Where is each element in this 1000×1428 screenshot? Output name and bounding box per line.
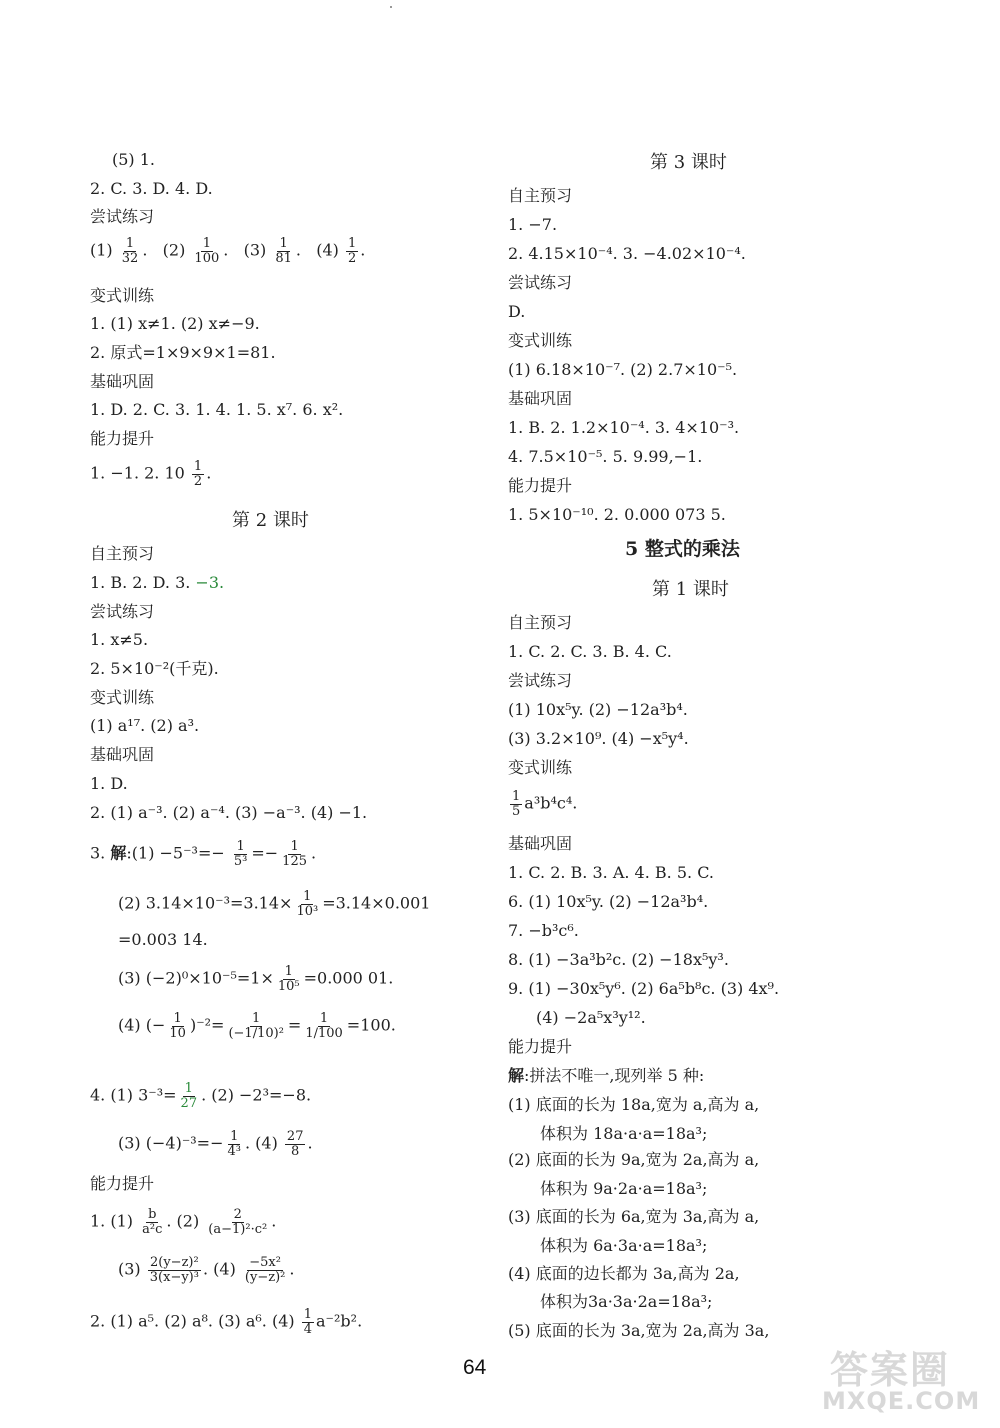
answer-line: (5) 1.	[112, 150, 156, 169]
fraction: $\frac{1}{5}$	[512, 789, 521, 819]
fraction: $\frac{1}{2}$	[348, 236, 357, 266]
answer-line: (5) 底面的长为 3a,宽为 2a,高为 3a,	[508, 1321, 770, 1340]
answer-line: 4. (1) 3⁻³= $\frac{1}{27}$ . (2) −2³=−8.	[90, 1081, 312, 1111]
fraction: $\frac{1}{2}$	[193, 459, 203, 489]
answer-line: 1. B. 2. 1.2×10⁻⁴. 3. 4×10⁻³.	[508, 418, 740, 437]
answer-line: 1. −7.	[508, 215, 558, 234]
scan-dot	[390, 6, 392, 8]
fraction: $\frac{1}{100}$	[194, 236, 220, 266]
answer-line: (3) (−2)⁰×10⁻⁵=1× $\frac{1}{\text{10⁵}}$ =0.000 01.	[118, 964, 394, 994]
answer-line: (4) (− $\frac{1}{10}$ )⁻²= $\frac{1}{\text{(−1/10)²}}$ = $\frac{1}{1/100}$ =100.	[118, 1011, 396, 1041]
answer-line: (4) 底面的边长都为 3a,高为 2a,	[508, 1264, 740, 1283]
answer-line: 2. 4.15×10⁻⁴. 3. −4.02×10⁻⁴.	[508, 244, 746, 263]
answer-line: 2. (1) a⁻³. (2) a⁻⁴. (3) −a⁻³. (4) −1.	[90, 803, 368, 822]
answer-line: (1) 6.18×10⁻⁷. (2) 2.7×10⁻⁵.	[508, 360, 738, 379]
answer-line: 3. 解:(1) −5⁻³=− $\frac{1}{\text{5³}}$ =− $\frac{1}{125}$ .	[90, 839, 317, 869]
answer-line: (1) 底面的长为 18a,宽为 a,高为 a,	[508, 1095, 760, 1114]
subheading-ability: 能力提升	[90, 429, 155, 448]
subheading-try: 尝试练习	[508, 671, 573, 690]
answer-line: 解:拼法不唯一,现列举 5 种:	[508, 1066, 705, 1085]
subheading-preview: 自主预习	[90, 544, 155, 563]
answer-line: 1. −1. 2. 10 $\frac{1}{2}$ .	[90, 459, 212, 489]
subheading-basic: 基础巩固	[90, 745, 155, 764]
fraction: $\frac{1}{125}$	[282, 839, 307, 869]
watermark-text: 答案圈	[830, 1348, 951, 1392]
answer-line: 1. B. 2. D. 3. −3.	[90, 573, 225, 592]
section-title: 5 整式的乘法	[625, 538, 740, 560]
subheading-preview: 自主预习	[508, 613, 573, 632]
answer-line: 9. (1) −30x⁵y⁶. (2) 6a⁵b⁸c. (3) 4x⁹.	[508, 979, 780, 998]
subheading-try: 尝试练习	[90, 602, 155, 621]
answer-line: 体积为3a·3a·2a=18a³;	[540, 1292, 713, 1311]
answer-line: 1. (1) x≠1. (2) x≠−9.	[90, 314, 260, 333]
watermark-logo	[820, 1335, 988, 1419]
answer-line: $\frac{1}{5}$ a³b⁴c⁴.	[512, 789, 578, 819]
answer-line: (2) 底面的长为 9a,宽为 2a,高为 a,	[508, 1150, 760, 1169]
fraction: $\frac{\text{2(y−z)²}}{\text{3(x−y)³}}$	[149, 1255, 199, 1285]
answer-line: 1. D. 2. C. 3. 1. 4. 1. 5. x⁷. 6. x².	[90, 400, 344, 419]
fraction: $\frac{1}{\text{(−1/10)²}}$	[228, 1011, 284, 1041]
subheading-try: 尝试练习	[90, 207, 155, 226]
fraction: $\frac{1}{81}$	[275, 236, 292, 266]
subheading-try: 尝试练习	[508, 273, 573, 292]
watermark-url: MXQE.COM	[822, 1387, 981, 1415]
answer-line: 体积为 6a·3a·a=18a³;	[540, 1236, 708, 1255]
answer-line: =0.003 14.	[118, 930, 208, 949]
answer-line: 1. D.	[90, 774, 128, 793]
answer-line: 6. (1) 10x⁵y. (2) −12a³b⁴.	[508, 892, 709, 911]
subheading-basic: 基础巩固	[508, 389, 573, 408]
fraction: $\frac{1}{\text{10³}}$	[296, 889, 319, 919]
fraction: $\frac{27}{8}$	[286, 1129, 304, 1159]
subheading-ability: 能力提升	[90, 1174, 155, 1193]
subheading-preview: 自主预习	[508, 186, 573, 205]
answer-line: 体积为 18a·a·a=18a³;	[540, 1124, 708, 1143]
fraction: $\frac{2}{\text{(a−1)²·c²}}$	[208, 1207, 268, 1237]
answer-line: 7. −b³c⁶.	[508, 921, 579, 940]
answer-line: 1. 5×10⁻¹⁰. 2. 0.000 073 5.	[508, 505, 726, 524]
subheading-variant: 变式训练	[508, 331, 573, 350]
fraction: $\frac{\text{−5x²}}{\text{(y−z)²}}$	[244, 1255, 286, 1285]
answer-line: (1) 10x⁵y. (2) −12a³b⁴.	[508, 700, 688, 719]
answer-line: 1. (1) $\frac{b}{\text{a²c}}$ . (2) $\frac{2}{\text{(a−1)²·c²}}$ .	[90, 1207, 277, 1237]
answer-line: 2. (1) a⁵. (2) a⁸. (3) a⁶. (4) $\frac{1}{4}$ a⁻²b².	[90, 1307, 363, 1337]
answer-line: (3) (−4)⁻³=− $\frac{1}{\text{4³}}$ . (4) $\frac{27}{8}$ .	[118, 1129, 313, 1159]
fraction: $\frac{1}{1/100}$	[305, 1011, 343, 1041]
fraction: $\frac{1}{\text{10⁵}}$	[277, 964, 300, 994]
answer-line: 2. 5×10⁻²(千克).	[90, 659, 219, 678]
answer-line: (3) 3.2×10⁹. (4) −x⁵y⁴.	[508, 729, 689, 748]
fraction: $\frac{1}{\text{5³}}$	[233, 839, 248, 869]
answer-line: (3) 底面的长为 6a,宽为 3a,高为 a,	[508, 1207, 760, 1226]
answer-line: (3) $\frac{\text{2(y−z)²}}{\text{3(x−y)³}}$ . (4) $\frac{\text{−5x²}}{\text{(y−z)²}}$ .	[118, 1255, 295, 1285]
answer-line: 2. C. 3. D. 4. D.	[90, 179, 213, 198]
answer-line: D.	[508, 302, 526, 321]
lesson-2-title: 第 2 课时	[232, 510, 309, 531]
fraction: $\frac{1}{4}$	[303, 1307, 313, 1337]
fraction: $\frac{1}{27}$	[180, 1081, 198, 1111]
answer-line: 1. C. 2. C. 3. B. 4. C.	[508, 642, 672, 661]
answer-line: 2. 原式=1×9×9×1=81.	[90, 343, 276, 362]
lesson-1-title: 第 1 课时	[652, 579, 729, 600]
fraction: $\frac{1}{32}$	[121, 236, 139, 266]
subheading-variant: 变式训练	[90, 286, 155, 305]
answer-line: (4) −2a⁵x³y¹².	[536, 1008, 646, 1027]
subheading-basic: 基础巩固	[90, 372, 155, 391]
answer-line: (2) 3.14×10⁻³=3.14× $\frac{1}{\text{10³}}$ =3.14×0.001	[118, 889, 431, 919]
answer-line: 1. x≠5.	[90, 630, 149, 649]
fraction: $\frac{1}{\text{4³}}$	[227, 1129, 241, 1159]
answer-line: (1) a¹⁷. (2) a³.	[90, 716, 200, 735]
fraction: $\frac{b}{\text{a²c}}$	[142, 1207, 163, 1237]
subheading-ability: 能力提升	[508, 1037, 573, 1056]
answer-line: 4. 7.5×10⁻⁵. 5. 9.99,−1.	[508, 447, 703, 466]
fraction: $\frac{1}{10}$	[169, 1011, 186, 1041]
answer-line: 体积为 9a·2a·a=18a³;	[540, 1179, 708, 1198]
answer-line-fractions: (1) $\frac{1}{32}$ . (2) $\frac{1}{100}$ . (3) $\frac{1}{81}$ . (4) $\frac{1}{2}$ .	[90, 236, 366, 266]
subheading-variant: 变式训练	[508, 758, 573, 777]
subheading-ability: 能力提升	[508, 476, 573, 495]
lesson-3-title: 第 3 课时	[650, 152, 727, 173]
answer-line: 1. C. 2. B. 3. A. 4. B. 5. C.	[508, 863, 714, 882]
subheading-basic: 基础巩固	[508, 834, 573, 853]
answer-line: 8. (1) −3a³b²c. (2) −18x⁵y³.	[508, 950, 729, 969]
subheading-variant: 变式训练	[90, 688, 155, 707]
page-number: 64	[463, 1356, 487, 1379]
